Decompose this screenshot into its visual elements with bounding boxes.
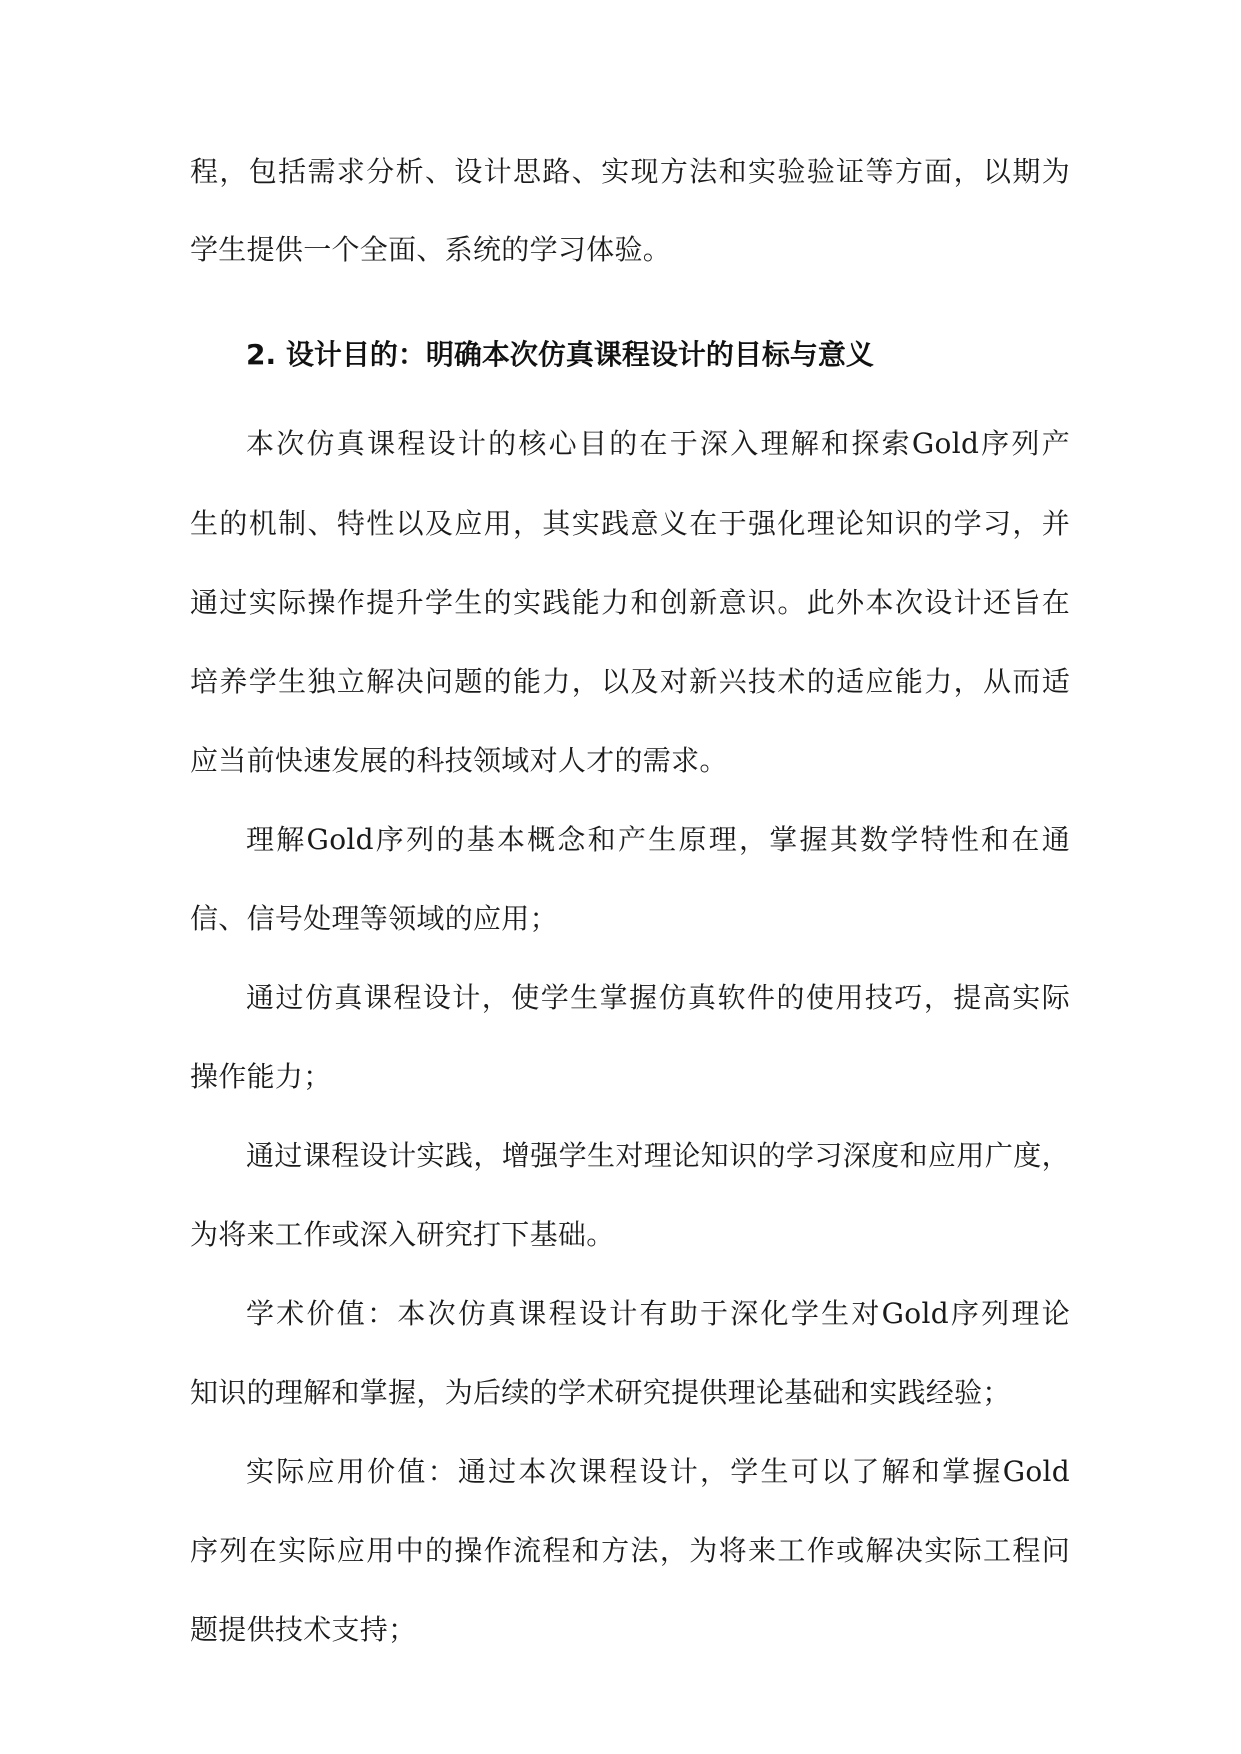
paragraph-line: 通过仿真课程设计，使学生掌握仿真软件的使用技巧，提高实际 (246, 981, 1070, 1014)
paragraph-line: 培养学生独立解决问题的能力，以及对新兴技术的适应能力，从而适 (190, 665, 1070, 698)
paragraph-line: 通过课程设计实践，增强学生对理论知识的学习深度和应用广度， (246, 1139, 1070, 1172)
paragraph-line: 题提供技术支持； (190, 1613, 417, 1646)
paragraph-line: 知识的理解和掌握，为后续的学术研究提供理论基础和实践经验； (190, 1376, 1011, 1409)
paragraph-line: 本次仿真课程设计的核心目的在于深入理解和探索Gold序列产 (246, 427, 1070, 460)
paragraph-line: 生的机制、特性以及应用，其实践意义在于强化理论知识的学习，并 (190, 507, 1070, 540)
paragraph-line: 程，包括需求分析、设计思路、实现方法和实验验证等方面，以期为 (190, 155, 1070, 188)
paragraph-line: 学术价值：本次仿真课程设计有助于深化学生对Gold序列理论 (246, 1297, 1070, 1330)
paragraph-line: 应当前快速发展的科技领域对人才的需求。 (190, 744, 728, 777)
paragraph-line: 通过实际操作提升学生的实践能力和创新意识。此外本次设计还旨在 (190, 586, 1070, 619)
paragraph-line: 操作能力； (190, 1060, 332, 1093)
paragraph-line: 序列在实际应用中的操作流程和方法，为将来工作或解决实际工程问 (190, 1534, 1070, 1567)
paragraph-line: 信、信号处理等领域的应用； (190, 902, 558, 935)
paragraph-line: 实际应用价值：通过本次课程设计，学生可以了解和掌握Gold (246, 1455, 1070, 1488)
section-heading: 2. 设计目的：明确本次仿真课程设计的目标与意义 (246, 338, 874, 371)
paragraph-line: 学生提供一个全面、系统的学习体验。 (190, 233, 672, 266)
paragraph-line: 理解Gold序列的基本概念和产生原理，掌握其数学特性和在通 (246, 823, 1070, 856)
paragraph-line: 为将来工作或深入研究打下基础。 (190, 1218, 615, 1251)
